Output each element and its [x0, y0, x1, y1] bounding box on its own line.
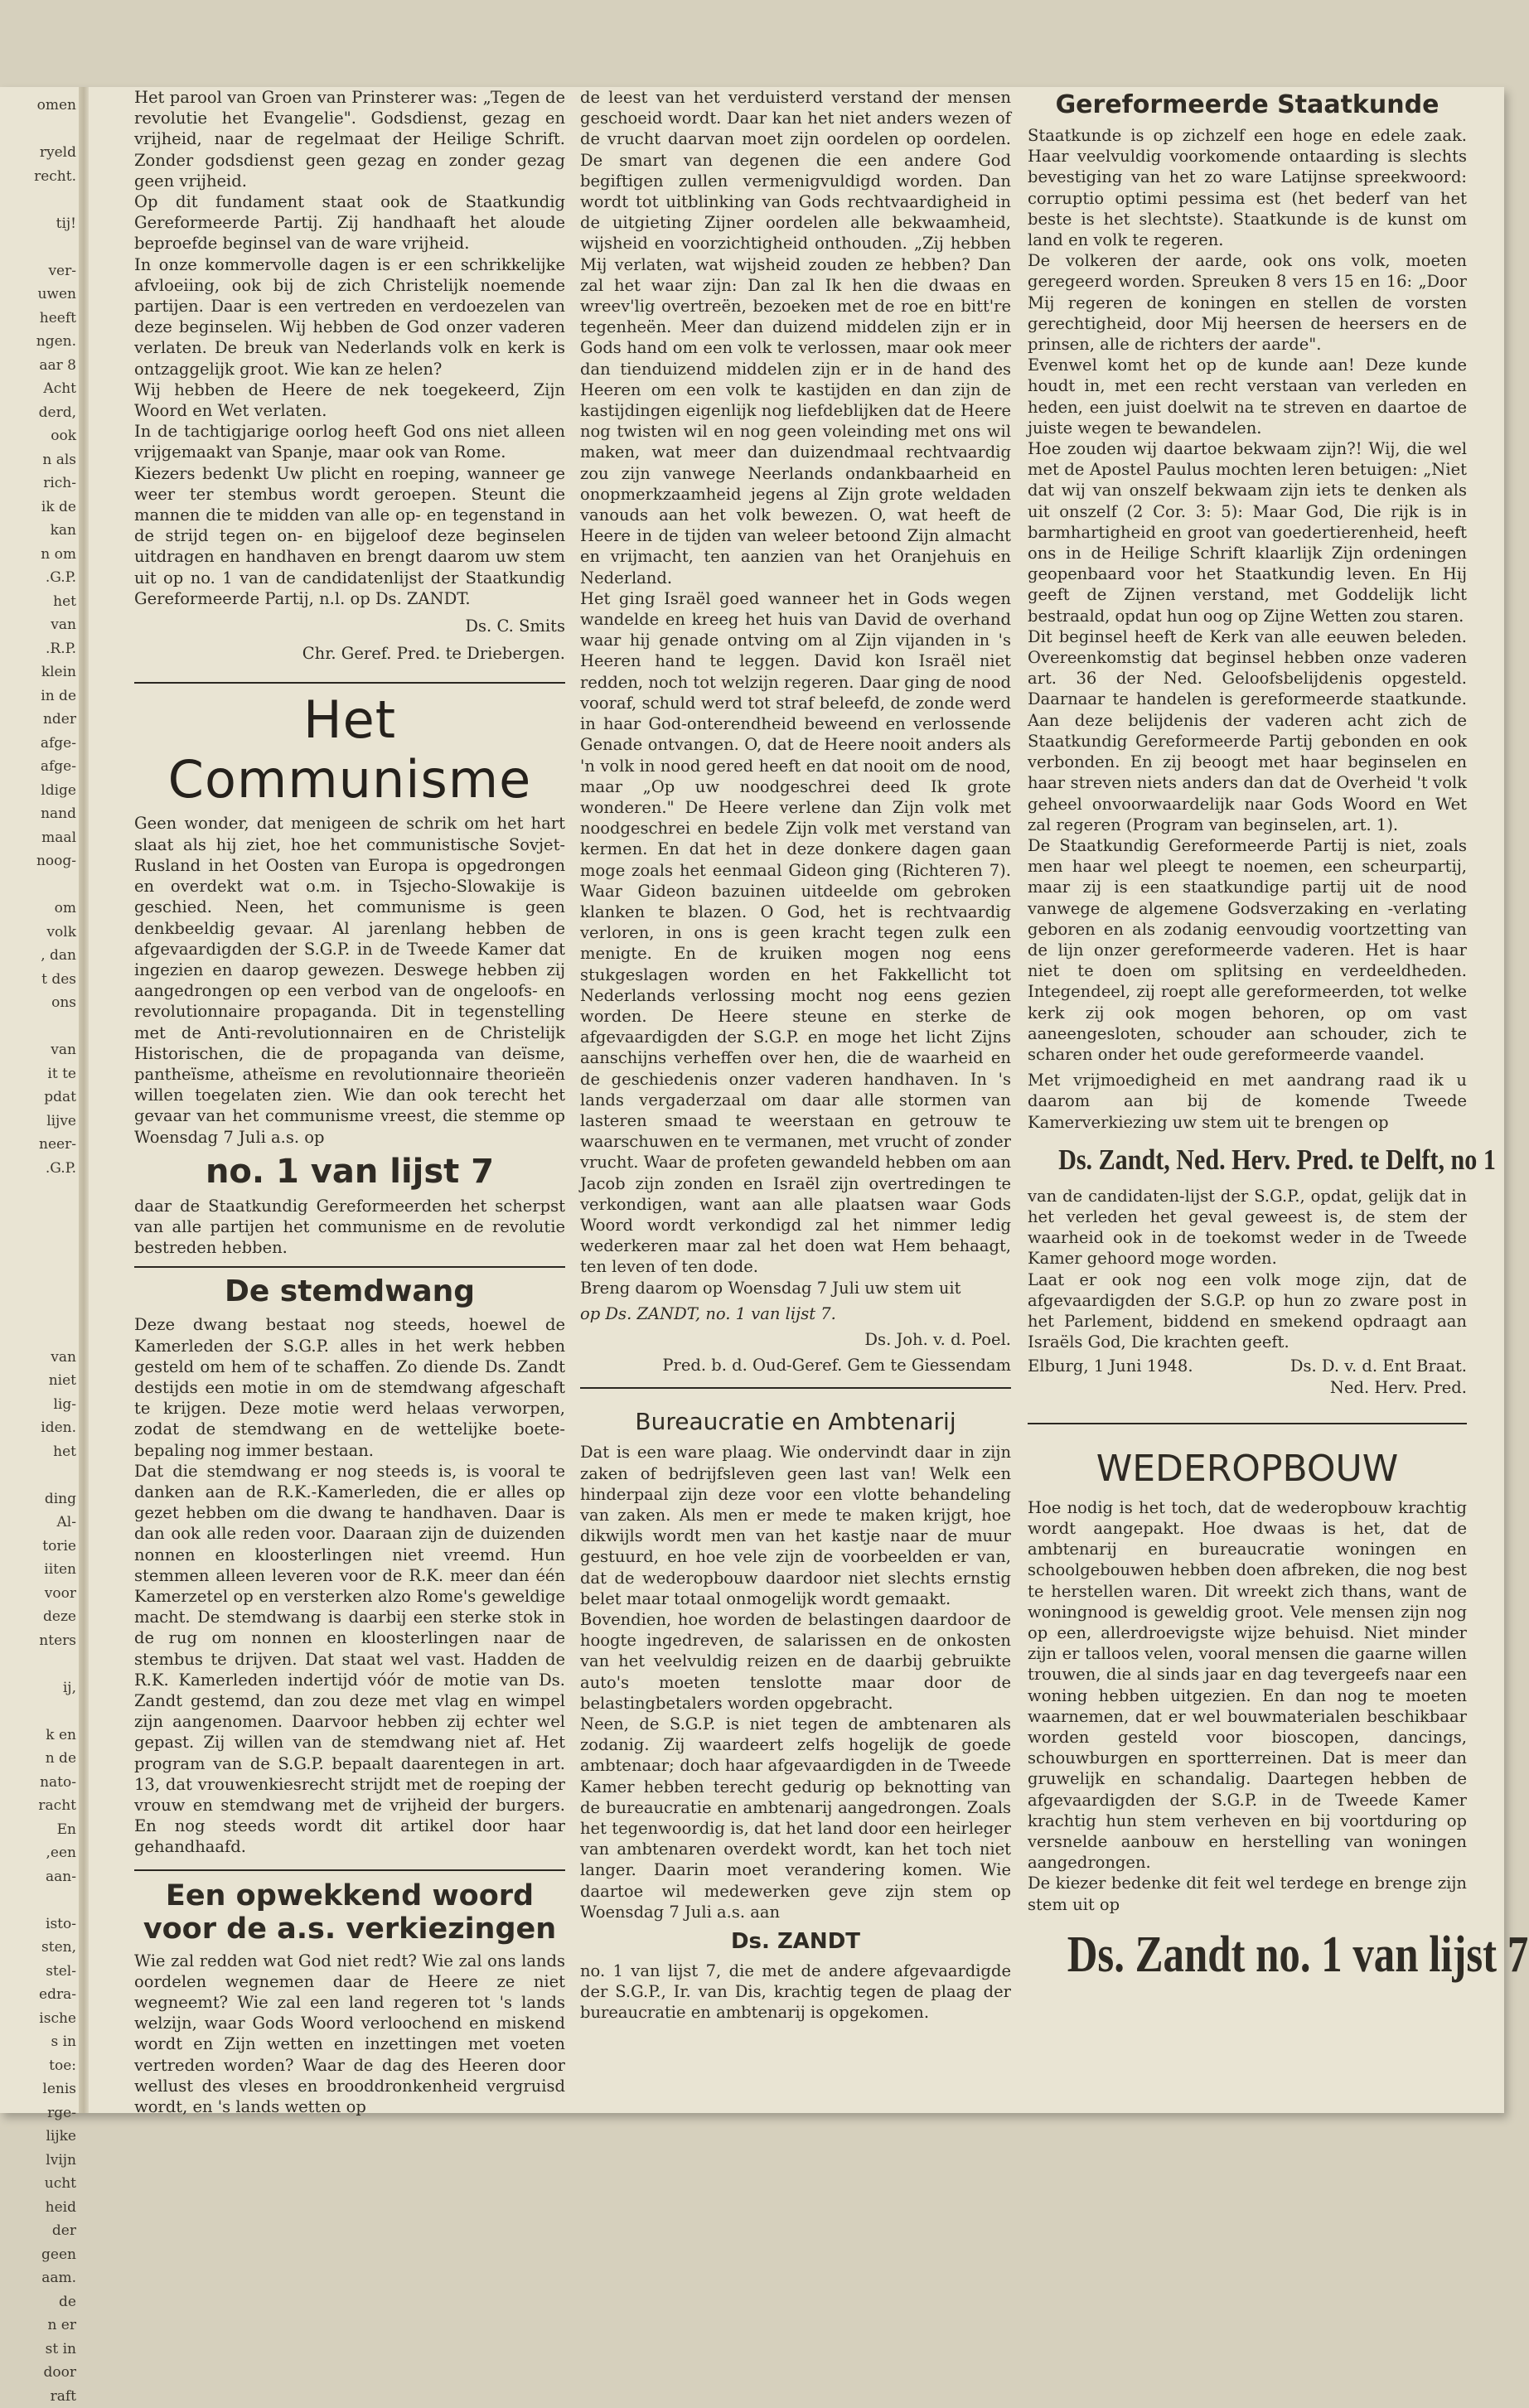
headline-bureaucratie: Bureaucratie en Ambtenarij: [580, 1407, 1011, 1437]
strip-line: k en: [0, 1724, 76, 1748]
strip-line: lenis: [0, 2077, 76, 2101]
strip-line: .G.P.: [0, 566, 76, 590]
strip-line: raft: [0, 2385, 76, 2408]
article-body: De volkeren der aarde, ook ons volk, moeten geregeerd worden. Spreuken 8 vers 15 en 16: „Door Mij regeren de koningen en stellen de vorsten gerechtigheid, door Mij heersen de heersers en de prinsen, alle de richters der aarde".: [1028, 250, 1467, 355]
article-body: Dat die stemdwang er nog steeds is, is vooral te danken aan de R.K.-Kamerleden, die er alles op gezet hebben om die dwang te handhaven. Daar is dan ook alle reden voor. Daaraan zijn de duizenden nonnen en kloosterlingen niet vreemd. Hun stemmen alleen leveren voor de R.K. meer dan één Kamerzetel op en versterken alzo Rome's geweldige macht. De stemdwang is daarbij een sterke stok in de rug om nonnen en kloosterlingen naar de stembus te drijven. Dat staat wel vast. Hadden de R.K. Kamerleden indertijd vóór de motie van Ds. Zandt gestemd, dan zou deze met vlag en wimpel zijn aangenomen. Daarvoor hebben zij echter wel gepast. Zij willen van de stemdwang niet af. Het program van de S.G.P. bepaalt daarentegen in art. 13, dat vrouwenkiesrecht strijdt met de roeping der vrouw en stemdwang met de vrijheid der burgers. En nog steeds wordt dit artikel door haar gehandhaafd.: [134, 1461, 565, 1858]
dateline: Elburg, 1 Juni 1948.: [1028, 1356, 1193, 1376]
article-body: no. 1 van lijst 7, die met de andere afgevaardigde der S.G.P., Ir. van Dis, krachtig tegen de plaag der bureaucratie en ambtenarij is opgekomen.: [580, 1961, 1011, 2024]
strip-line: aan-: [0, 1865, 76, 1889]
strip-line: [0, 1251, 76, 1275]
intro-paragraph: Het parool van Groen van Prinsterer was: „Tegen de revolutie het Evangelie". Godsdienst, gezag en vrijheid, naar de regelmaat der Heilige Schrift. Zonder godsdienst geen gezag en zonder gezag geen vrijheid.: [134, 87, 565, 191]
adjacent-page-strip: [0, 87, 76, 2120]
strip-line: it te: [0, 1062, 76, 1086]
strip-line: volk: [0, 921, 76, 945]
article-body: De Staatkundig Gereformeerde Partij is niet, zoals men haar wel pleegt te noemen, een scheurpartij, maar zij is een staatkundige partij uit de nood vanwege de algemene Godsverzaking en -verlating geboren en als zodanig eenvoudig voortzetting van de lijn onzer gereformeerde vaderen. Het is haar niet te doen om splitsing en verdeeldheden. Integendeel, zij roept alle gereformeerden, tot welke kerk zij ook mogen behoren, op om vast aaneengesloten, schouder aan schouder, zich te scharen onder het oude gereformeerde vaandel.: [1028, 835, 1467, 1065]
strip-line: isto-: [0, 1912, 76, 1937]
strip-line: [0, 118, 76, 142]
strip-line: [0, 235, 76, 259]
article-body: Deze dwang bestaat nog steeds, hoewel de Kamerleden der S.G.P. alles in het werk hebben gesteld om hem of te schaffen. Zo diende Ds. Zandt destijds een motie in om de stemdwang afgeschaft te krijgen. Deze motie werd helaas verworpen, zodat de stemdwang en de wettelijke boete-bepaling nog immer bestaan.: [134, 1314, 565, 1460]
headline-communisme: Het Communisme: [134, 690, 565, 810]
signature: Ds. Joh. v. d. Poel.: [580, 1329, 1011, 1350]
strip-line: uwen: [0, 283, 76, 307]
strip-line: aam.: [0, 2266, 76, 2290]
strip-line: [0, 1274, 76, 1298]
strip-line: door: [0, 2361, 76, 2385]
strip-line: voor: [0, 1582, 76, 1606]
subheadline-zandt: Ds. ZANDT: [580, 1927, 1011, 1956]
article-body: op Ds. ZANDT, no. 1 van lijst 7.: [580, 1303, 1011, 1324]
strip-line: noog-: [0, 849, 76, 873]
strip-line: tij!: [0, 212, 76, 236]
article-body: Laat er ook nog een volk moge zijn, dat de afgevaardigden der S.G.P. op hun zo zware post in het Parlement, biddend en smekend opdraagt aan Israëls God, Die krachten geeft.: [1028, 1269, 1467, 1353]
strip-line: kan: [0, 519, 76, 543]
strip-line: klein: [0, 660, 76, 684]
strip-line: [0, 1652, 76, 1676]
strip-line: der: [0, 2219, 76, 2243]
article-body: Wie zal redden wat God niet redt? Wie zal ons lands oordelen wegnemen daar de Heere ze niet wegneemt? Wie zal een land regeren tot 's lands welzijn, waar Gods Woord verloochend en miskend wordt en Zijn wetten en inzettingen met voeten vertreden worden? Waar de dag des Heeren door wellust des vleses en brooddronkenheid vergruisd wordt, en 's lands wetten op: [134, 1951, 565, 2118]
article-body: Dat is een ware plaag. Wie ondervindt daar in zijn zaken of bedrijfsleven geen last van! Welk een hinderpaal zijn deze voor een vlotte behandeling van zaken. Als men er mede te maken krijgt, hoe dikwijls wordt men van het kastje naar de muur gestuurd, en hoe vele zijn de voorbeelden er van, dat de wederopbouw daardoor niet slechts ernstig belet maar totaal onmogelijk wordt gemaakt.: [580, 1442, 1011, 1609]
headline-line: voor de a.s. verkiezingen: [134, 1912, 565, 1946]
headline-opwekkend: [134, 1879, 565, 1946]
strip-line: [0, 1888, 76, 1912]
page-fold: [79, 87, 89, 2113]
strip-line: ,een: [0, 1841, 76, 1865]
strip-line: ngen.: [0, 330, 76, 354]
strip-line: torie: [0, 1535, 76, 1559]
strip-line: [0, 188, 76, 212]
article-body: Met vrijmoedigheid en met aandrang raad ik u daarom aan bij de komende Tweede Kamerverkiezing uw stem uit te brengen op: [1028, 1070, 1467, 1133]
vote-callout: no. 1 van lijst 7: [134, 1151, 565, 1192]
strip-line: .G.P.: [0, 1157, 76, 1181]
strip-line: ij,: [0, 1676, 76, 1700]
strip-line: van: [0, 613, 76, 637]
column-3: [1028, 87, 1467, 1986]
strip-line: recht.: [0, 165, 76, 189]
intro-paragraph: Wij hebben de Heere de nek toegekeerd, Zijn Woord en Wet verlaten.: [134, 380, 565, 421]
article-body: van de candidaten-lijst der S.G.P., opdat, gelijk dat in het verleden het geval geweest is, de stem der waarheid ook in de toekomst weder in de Tweede Kamer gehoord moge worden.: [1028, 1186, 1467, 1269]
strip-line: rge-: [0, 2101, 76, 2125]
strip-line: ding: [0, 1487, 76, 1511]
strip-line: .R.P.: [0, 637, 76, 661]
strip-line: [0, 1298, 76, 1322]
strip-line: heeft: [0, 307, 76, 331]
strip-line: van: [0, 1038, 76, 1062]
strip-line: niet: [0, 1369, 76, 1393]
signature: Ds. C. Smits: [134, 616, 565, 636]
strip-line: n er: [0, 2314, 76, 2338]
strip-line: n als: [0, 448, 76, 472]
strip-line: rich-: [0, 471, 76, 496]
strip-line: [0, 1180, 76, 1204]
headline-wederopbouw: WEDEROPBOUW: [1028, 1446, 1467, 1492]
vote-callout-final: Ds. Zandt no. 1 van lijst 7: [1067, 1923, 1428, 1986]
strip-line: de: [0, 2290, 76, 2314]
article-body: Dit beginsel heeft de Kerk van alle eeuwen beleden. Overeenkomstig dat beginsel hebben onze vaderen art. 36 der Ned. Geloofsbelijdenis opgesteld. Daarnaar te handelen is gereformeerde staatkunde. Aan deze belijdenis der vaderen acht zich de Staatkundig Gereformeerde Partij gebonden en ook verbonden. En zij beoogt met haar beginselen en haar streven niets anders dan dat de Overheid 't volk geheel onvoorwaardelijk naar Gods Woord en Wet zal regeren (Program van beginselen, art. 1).: [1028, 626, 1467, 835]
dateline-row: [1028, 1356, 1467, 1376]
signature-title: Chr. Geref. Pred. te Driebergen.: [134, 643, 565, 664]
strip-line: ldige: [0, 779, 76, 803]
strip-line: lijve: [0, 1110, 76, 1134]
strip-line: deze: [0, 1605, 76, 1629]
article-body: Bovendien, hoe worden de belastingen daardoor de hoogte ingedreven, de salarissen en de onkosten van het veelvuldig reizen en de daarbij gebruikte auto's moeten tenslotte maar door de belastingbetalers worden opgebracht.: [580, 1609, 1011, 1714]
column-1: [134, 87, 565, 2117]
strip-line: [0, 1700, 76, 1724]
strip-line: n om: [0, 543, 76, 567]
strip-line: neer-: [0, 1133, 76, 1157]
strip-line: ons: [0, 991, 76, 1015]
strip-line: maal: [0, 826, 76, 850]
section-rule: [1028, 1423, 1467, 1424]
vote-callout-zandt-delft: Ds. Zandt, Ned. Herv. Pred. te Delft, no 1: [1058, 1141, 1436, 1179]
article-body: Breng daarom op Woensdag 7 Juli uw stem uit: [580, 1278, 1011, 1298]
strip-line: Al-: [0, 1511, 76, 1535]
headline-stemdwang: De stemdwang: [134, 1274, 565, 1309]
strip-line: ook: [0, 424, 76, 448]
strip-line: [0, 1227, 76, 1251]
strip-line: racht: [0, 1794, 76, 1818]
signature: Ds. D. v. d. Ent Braat.: [1290, 1356, 1467, 1376]
headline-line: Een opwekkend woord: [134, 1879, 565, 1912]
strip-line: lvijn: [0, 2149, 76, 2173]
intro-paragraph: Kiezers bedenkt Uw plicht en roeping, wanneer ge weer ter stembus wordt geroepen. Steunt die mannen die te midden van alle op- en tegenstand in de strijd tegen on- en bijgeloof deze beginselen uitdragen en handhaven en brengt daarom uw stem uit op no. 1 van de candidatenlijst der Staatkundig Gereformeerde Partij, n.l. op Ds. ZANDT.: [134, 463, 565, 609]
strip-line: aar 8: [0, 354, 76, 378]
article-body: daar de Staatkundig Gereformeerden het scherpst van alle partijen het communisme en de revolutie bestreden hebben.: [134, 1196, 565, 1259]
strip-line: iiten: [0, 1558, 76, 1582]
intro-paragraph: Op dit fundament staat ook de Staatkundig Gereformeerde Partij. Zij handhaaft het aloude beproefde beginsel van de ware vrijheid.: [134, 191, 565, 254]
strip-line: afge-: [0, 732, 76, 756]
strip-line: nand: [0, 802, 76, 826]
strip-line: in de: [0, 684, 76, 708]
strip-line: edra-: [0, 1983, 76, 2007]
strip-line: lijke: [0, 2125, 76, 2149]
strip-line: iden.: [0, 1416, 76, 1440]
headline-gereformeerde-staatkunde: Gereformeerde Staatkunde: [1028, 89, 1467, 122]
strip-line: derd,: [0, 401, 76, 425]
article-body: De kiezer bedenke dit feit wel terdege en brenge zijn stem uit op: [1028, 1873, 1467, 1914]
strip-line: van: [0, 1346, 76, 1370]
strip-line: ucht: [0, 2172, 76, 2196]
strip-line: lig-: [0, 1393, 76, 1417]
strip-line: n de: [0, 1747, 76, 1771]
article-body: Evenwel komt het op de kunde aan! Deze kunde houdt in, met een recht verstaan van verleden en heden, een juist doelwit na te streven en daartoe de juiste wegen te bewandelen.: [1028, 355, 1467, 438]
strip-line: st in: [0, 2338, 76, 2362]
strip-line: stel-: [0, 1960, 76, 1984]
strip-line: [0, 1322, 76, 1346]
strip-line: Acht: [0, 377, 76, 401]
section-rule: [134, 1869, 565, 1871]
signature-title: Pred. b. d. Oud-Geref. Gem te Giessendam: [580, 1355, 1011, 1376]
article-body: Hoe nodig is het toch, dat de wederopbouw krachtig wordt aangepakt. Hoe dwaas is het, dat de ambtenarij en bureaucratie woningen en schoolgebouwen hebben doen afbreken, die nog best te herstellen waren. Dit wreekt zich thans, want de woningnood is geweldig groot. Vele mensen zijn nog op een, allerdroevigste wijze behuisd. Niet minder zijn er talloos velen, vooral mensen die gaarne willen trouwen, die al sinds jaar en dag tevergeefs naar een woning hebben uitgezien. En dan nog te moeten waarnemen, dat er wel bouwmaterialen beschikbaar worden gesteld voor bioscopen, dancings, schouwburgen en sportterreinen. Dat is meer dan gruwelijk en schandalig. Daartegen hebben de afgevaardigden der S.G.P. in de Tweede Kamer krachtig hun stem verheven en bij voortduring op versnelde aanbouw en herstelling van woningen aangedrongen.: [1028, 1497, 1467, 1874]
strip-line: nder: [0, 708, 76, 732]
strip-line: heid: [0, 2196, 76, 2220]
article-body: Het ging Israël goed wanneer het in Gods wegen wandelde en kreeg het huis van David de overhand waar hij genade ontving om al Zijn vijanden in 's Heeren hand te leggen. David kon Israël niet redden, noch tot welzijn regeren. Daar ging de nood vooraf, schuld werd tot straf beleefd, de zonde werd in haar God-onterendheid beweend en verlossende Genade ontvangen. O, dat de Heere nooit anders als 'n volk in nood gered heeft en dat nooit om de nood, maar „Op uw noodgeschrei deed Ik grote wonderen." De Heere verlene dan Zijn volk met noodgeschrei en bedele Zijn volk met verstand van kermen. En dat het in deze donkere dagen gaan moge zoals het eenmaal Gideon ging (Richteren 7). Waar Gideon bazuinen uitdeelde om gebroken klanken te blazen. O God, het is rechtvaardig verloren, in ons is geen kracht tegen zulk een menigte. En de kruiken mogen nog eens stukgeslagen worden en het Fakkellicht tot Nederlands verlossing mocht nog eens gezien worden. De Heere steune en sterke de afgevaardigden der S.G.P. en moge het licht Zijns aanschijns verheffen over hen, die de waarheid en de geschiedenis onzer vaderen handhaven. In 's lands vergaderzaal om daar alle stormen van lasteren smaad te weerstaan en getrouw te waarschuwen en te vermanen, met vrucht of zonder vrucht. Waar de profeten gewandeld hebben om aan Jacob zijn zonden en Israël zijn overtredingen te verkondigen, want aan alle plaatsen waar Gods Woord wordt verkondigd zal het nimmer ledig wederkeren maar zal het doen wat Hem behaagt, ten leven of ten dode.: [580, 588, 1011, 1278]
strip-line: sten,: [0, 1936, 76, 1960]
strip-line: [0, 1463, 76, 1487]
article-body: Staatkunde is op zichzelf een hoge en edele zaak. Haar veelvuldig voorkomende ontaarding is slechts bevestiging van het zo ware Latijnse spreekwoord: corruptio optimi pessima est (het bederf van het beste is het slechtste). Staatkunde is de kunst om land en volk te regeren.: [1028, 125, 1467, 250]
section-rule: [134, 1266, 565, 1268]
strip-line: ische: [0, 2007, 76, 2031]
strip-line: het: [0, 1440, 76, 1464]
strip-line: nters: [0, 1629, 76, 1653]
strip-line: En: [0, 1818, 76, 1842]
strip-line: s in: [0, 2030, 76, 2054]
article-body: Neen, de S.G.P. is niet tegen de ambtenaren als zodanig. Zij waardeert zelfs hogelijk de goede ambtenaar; doch haar afgevaardigden in de Tweede Kamer hebben terecht gedurig op beknotting van de bureaucratie en ambtenarij aangedrongen. Zoals het tegenwoordig is, dat het land door een heirleger van ambtenaren overdekt wordt, kan het toch niet langer. Daarin moet verandering komen. Wie daartoe wil medewerken geve zijn stem op Woensdag 7 Juli a.s. aan: [580, 1714, 1011, 1922]
section-rule: [580, 1387, 1011, 1389]
article-body: Hoe zouden wij daartoe bekwaam zijn?! Wij, die wel met de Apostel Paulus mochten leren betuigen: „Niet dat wij van onszelf bekwaam zijn iets te denken als uit onszelf (2 Cor. 3: 5): Maar God, Die rijk is in barmhartigheid en groot van goedertierenheid, heeft ons in de Heilige Schrift klaarlijk Zijn ordeningen geopenbaard voor het Staatkundig leven. En Hij geeft de Zijnen verstand, met Goddelijk licht bestraald, opdat hun oog op Zijne Wetten zou staren.: [1028, 438, 1467, 626]
strip-line: het: [0, 590, 76, 614]
article-body: de leest van het verduisterd verstand der mensen geschoeid wordt. Daar kan het niet anders wezen of de vrucht daarvan moet zijn oordelen op oordelen. De smart van degenen die een andere God begiftigen zullen vermenigvuldigd worden. Dan wordt tot uitblinking van Gods rechtvaardigheid in de uitgieting Zijner oordelen alle bekwaamheid, wijsheid en voorzichtigheid onthouden. „Zij hebben Mij verlaten, wat wijsheid zouden ze hebben? Dan zal het waar zijn: Dan zal Ik hen die dwaas en wreev'lig overtreën, bezoeken met de roe en bitt're tegenheën. Meer dan duizend middelen zijn er in Gods hand om een volk te verlossen, maar ook meer dan tienduizend middelen zijn er in de hand des Heeren om een volk te kastijden en dan zijn de kastijdingen eigenlijk nog liefdeblijken dat de Heere nog twisten wil en nog geen voleinding met ons wil maken, wat meer dan duizendmaal rechtvaardig zou zijn vanwege Neerlands ondankbaarheid en onopmerkzaamheid jegens al Zijn grote weldaden vanouds aan het volk bewezen. O, wat heeft de Heere in de tijden van weleer betoond Zijn almacht en vrijmacht, ten aanzien van het Oranjehuis en Nederland.: [580, 87, 1011, 588]
strip-line: [0, 1015, 76, 1039]
intro-paragraph: In de tachtigjarige oorlog heeft God ons niet alleen vrijgemaakt van Spanje, maar ook van Rome.: [134, 421, 565, 462]
strip-line: t des: [0, 968, 76, 992]
strip-line: omen: [0, 94, 76, 118]
strip-line: ryeld: [0, 141, 76, 165]
strip-line: ik de: [0, 496, 76, 520]
signature-title: Ned. Herv. Pred.: [1028, 1377, 1467, 1398]
strip-line: pdat: [0, 1086, 76, 1110]
section-rule: [134, 682, 565, 684]
strip-line: geen: [0, 2243, 76, 2267]
strip-line: om: [0, 897, 76, 921]
strip-line: [0, 1204, 76, 1228]
strip-line: , dan: [0, 944, 76, 968]
article-body: Geen wonder, dat menigeen de schrik om het hart slaat als hij ziet, hoe het communistische Sovjet-Rusland in het Oosten van Europa is opgedrongen en overdekt wat o.m. in Tsjecho-Slowakije is geschied. Neen, het communisme is geen denkbeeldig gevaar. Al jarenlang hebben de afgevaardigden der S.G.P. in de Tweede Kamer dat ingezien en daarop gewezen. Deswege hebben zij aangedrongen op een verbod van de ongeloofs- en revolutionnaire propaganda. Dit in tegenstelling met de Anti-revolutionnairen en de Christelijk Historischen, die de propaganda van deïsme, pantheïsme, atheïsme en revolutionnaire theorieën willen toegelaten zien. Wie dan ook terecht het gevaar van het communisme vreest, die stemme op Woensdag 7 Juli a.s. op: [134, 813, 565, 1147]
strip-line: toe:: [0, 2054, 76, 2078]
strip-line: ver-: [0, 259, 76, 283]
strip-line: afge-: [0, 755, 76, 779]
newspaper-page: [0, 87, 1504, 2113]
intro-paragraph: In onze kommervolle dagen is er een schrikkelijke afvloeiing, ook bij de zich Christelijk noemende partijen. Daar is een vertreden en verdoezelen van deze beginselen. Wij hebben de God onzer vaderen verlaten. De breuk van Nederlands volk en kerk is ontzaggelijk groot. Wie kan ze helen?: [134, 254, 565, 380]
strip-line: [0, 873, 76, 897]
strip-line: nato-: [0, 1771, 76, 1795]
column-2: [580, 87, 1011, 2024]
